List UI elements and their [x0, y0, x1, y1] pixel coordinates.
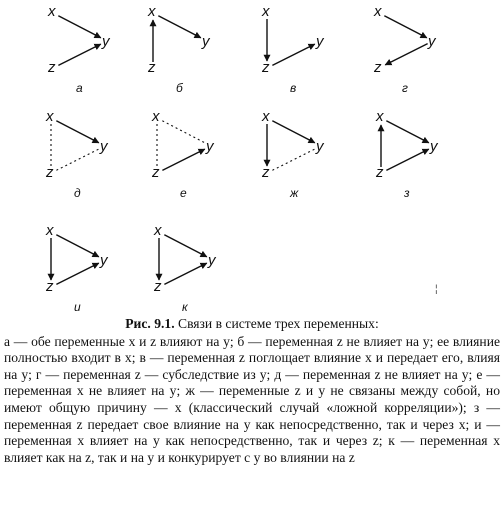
node-z: z — [376, 164, 384, 181]
node-z: z — [262, 164, 270, 181]
node-x: x — [262, 108, 270, 125]
node-y: y — [316, 138, 324, 155]
node-y: y — [430, 138, 438, 155]
arrow-z-to-y — [56, 263, 98, 284]
panel-7 — [261, 108, 325, 200]
arrow-y-to-z — [385, 44, 427, 65]
panel-9 — [45, 222, 109, 314]
arrow-z-to-y — [386, 149, 428, 170]
node-y: y — [428, 33, 436, 50]
node-x: x — [374, 3, 382, 20]
stray-mark: ¦ — [435, 284, 438, 295]
caption-label: Рис. 9.1. — [125, 316, 175, 331]
dotted-link-z-y — [272, 149, 314, 170]
node-z: z — [154, 278, 162, 295]
node-y: y — [206, 138, 214, 155]
node-y: y — [100, 252, 108, 269]
panel-6 — [151, 108, 215, 200]
node-x: x — [48, 3, 56, 20]
panel-5 — [45, 108, 109, 200]
panel-label: к — [182, 300, 188, 314]
panel-1 — [47, 3, 111, 95]
node-z: z — [262, 59, 270, 76]
node-x: x — [262, 3, 270, 20]
node-y: y — [316, 33, 324, 50]
panel-8 — [375, 108, 439, 200]
caption-body — [4, 334, 500, 467]
dotted-link-z-y — [56, 149, 98, 170]
arrow-z-to-y — [164, 263, 206, 284]
panel-10 — [153, 222, 217, 314]
node-y: y — [102, 33, 110, 50]
node-z: z — [148, 59, 156, 76]
node-x: x — [376, 108, 384, 125]
arrow-z-to-y — [272, 44, 314, 65]
panel-label: а — [76, 81, 83, 95]
caption-title: Связи в системе трех переменных: — [178, 316, 379, 331]
panel-label: г — [402, 81, 408, 95]
node-x: x — [148, 3, 156, 20]
panel-2 — [147, 3, 211, 95]
caption-body-text: а — обе переменные x и z влияют на y; б — переменная z не влияет на y; ее влияние полностью входит в x; в — переменная z поглощает влияние x и передает его, влияя на y; г — переменная z — субследствие из y; д — переменная z не влияет на y; е — переменная x не влияет на y; ж — переменные z и y не связаны между собой, но имеют общую причину — x (классический случай «ложной корреляции»); з — переменная z передает свое влияние на y как непосредственно, так и через x; и — переменная x влияет на y как непосредственно, так и через z; к — переменная x влияет как на z, так и на y и конкурирует с y во влиянии на z — [4, 333, 500, 465]
node-z: z — [46, 278, 54, 295]
node-y: y — [100, 138, 108, 155]
arrow-x-to-y — [386, 121, 428, 143]
node-x: x — [46, 108, 54, 125]
node-z: z — [46, 164, 54, 181]
panel-label: з — [404, 186, 410, 200]
node-x: x — [46, 222, 54, 239]
node-z: z — [374, 59, 382, 76]
arrow-x-to-y — [158, 16, 200, 38]
arrow-x-to-y — [272, 121, 314, 143]
dotted-link-x-y — [162, 121, 204, 143]
panel-label: д — [74, 186, 81, 200]
figure-caption — [4, 316, 500, 466]
arrow-x-to-y — [164, 235, 206, 257]
arrow-x-to-y — [58, 16, 100, 38]
panel-4 — [373, 3, 437, 95]
node-y: y — [202, 33, 210, 50]
arrow-z-to-y — [58, 44, 100, 65]
panel-label: и — [74, 300, 81, 314]
arrow-z-to-y — [162, 149, 204, 170]
node-x: x — [154, 222, 162, 239]
panel-label: е — [180, 186, 187, 200]
panel-label: в — [290, 81, 297, 95]
panel-label: б — [176, 81, 183, 95]
node-z: z — [48, 59, 56, 76]
caption-title-line — [4, 316, 500, 333]
arrow-x-to-y — [56, 235, 98, 257]
node-x: x — [152, 108, 160, 125]
arrow-x-to-y — [384, 16, 426, 38]
node-y: y — [208, 252, 216, 269]
node-z: z — [152, 164, 160, 181]
arrow-x-to-y — [56, 121, 98, 143]
panel-3 — [261, 3, 325, 95]
panel-label: ж — [290, 186, 299, 200]
